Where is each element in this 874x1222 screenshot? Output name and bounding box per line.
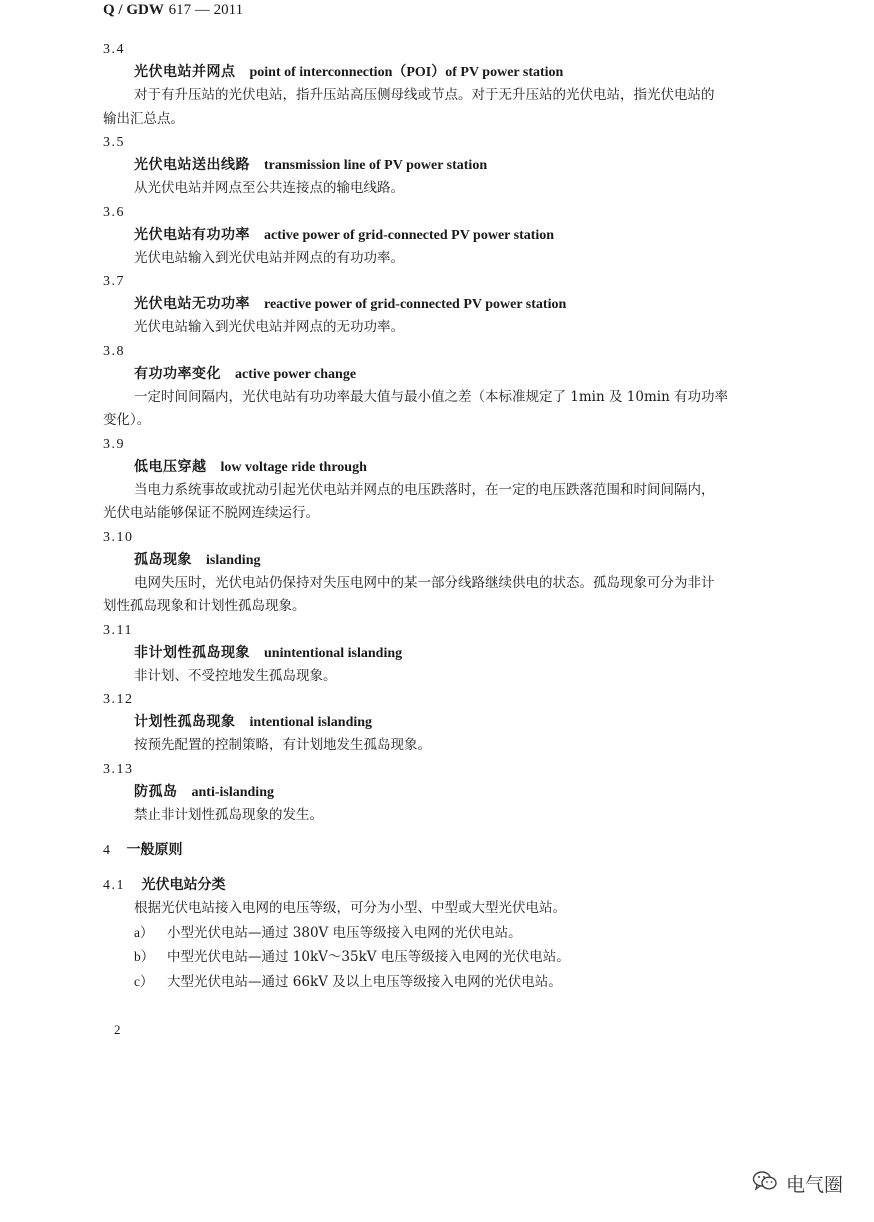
- term-definition: [103, 316, 813, 340]
- term-entry: [103, 758, 813, 828]
- list-item: [103, 921, 813, 946]
- chapter-title: 一般原则: [126, 842, 183, 858]
- term-definition: [103, 572, 813, 619]
- term-heading: [103, 363, 813, 386]
- clause-number: 3.11: [103, 622, 133, 638]
- clause-number: 3.13: [103, 761, 134, 777]
- term-heading: [103, 549, 813, 572]
- term-definition: [103, 804, 813, 828]
- term-heading: [103, 61, 813, 84]
- standard-number: 617 — 2011: [168, 2, 244, 18]
- definition-line: 从光伏电站并网点至公共连接点的输电线路。: [134, 180, 404, 196]
- term-chinese: 有功功率变化: [134, 365, 221, 382]
- term-english: reactive power of grid-connected PV power station: [264, 297, 567, 312]
- term-chinese: 光伏电站并网点: [134, 64, 236, 80]
- term-definition: [103, 247, 813, 271]
- wechat-icon: [752, 1170, 778, 1196]
- term-english: active power of grid-connected PV power station: [264, 227, 555, 243]
- term-definitions: [103, 38, 813, 827]
- list-item: [103, 970, 813, 995]
- term-heading: [103, 456, 813, 479]
- clause-number: 3.12: [103, 692, 134, 707]
- section-intro: 根据光伏电站接入电网的电压等级，可分为小型、中型或大型光伏电站。: [134, 900, 566, 916]
- list-item-text: 小型光伏电站—通过 380V 电压等级接入电网的光伏电站。: [167, 924, 522, 941]
- definition-line: 禁止非计划性孤岛现象的发生。: [134, 806, 323, 823]
- term-english: anti-islanding: [191, 784, 274, 800]
- term-chinese: 孤岛现象: [134, 551, 192, 568]
- definition-line: 光伏电站输入到光伏电站并网点的有功功率。: [134, 249, 404, 266]
- term-heading: [103, 642, 813, 665]
- section-heading: [103, 874, 813, 897]
- list-item-text: 大型光伏电站—通过 66kV 及以上电压等级接入电网的光伏电站。: [167, 973, 562, 990]
- classification-list: [103, 921, 813, 995]
- term-definition: [103, 177, 813, 201]
- term-entry: [103, 433, 813, 526]
- list-item-label: a）: [134, 924, 154, 940]
- term-entry: [103, 526, 813, 619]
- term-definition: [103, 665, 813, 689]
- term-english: active power change: [235, 366, 357, 382]
- term-chinese: 光伏电站送出线路: [134, 157, 250, 173]
- list-item-label: c）: [134, 973, 154, 989]
- term-chinese: 光伏电站无功功率: [134, 296, 250, 312]
- term-english: unintentional islanding: [264, 645, 403, 661]
- section-number: 4.1: [103, 878, 125, 893]
- chapter-number: 4: [103, 843, 110, 858]
- term-chinese: 计划性孤岛现象: [134, 714, 236, 730]
- term-heading: [103, 293, 813, 316]
- clause-number: 3.7: [103, 274, 125, 289]
- page-number: 2: [114, 1022, 121, 1037]
- term-heading: [103, 154, 813, 177]
- document-header: [103, 0, 243, 19]
- list-item-label: b）: [134, 949, 155, 964]
- term-definition: [103, 734, 813, 758]
- term-entry: [103, 38, 813, 131]
- term-definition: [103, 386, 813, 433]
- list-item-text: 中型光伏电站—通过 10kV～35kV 电压等级接入电网的光伏电站。: [167, 949, 570, 965]
- definition-line: 输出汇总点。: [103, 110, 184, 127]
- definition-line: 按预先配置的控制策略，有计划地发生孤岛现象。: [134, 737, 431, 753]
- list-item: [103, 945, 813, 970]
- term-english: islanding: [206, 552, 261, 568]
- definition-line: 变化）。: [103, 412, 151, 428]
- term-chinese: 低电压穿越: [134, 458, 207, 475]
- clause-number: 3.8: [103, 343, 125, 359]
- term-english: low voltage ride through: [220, 459, 367, 475]
- term-chinese: 非计划性孤岛现象: [134, 644, 250, 661]
- chapter-heading: [103, 839, 813, 862]
- definition-line: 非计划、不受控地发生孤岛现象。: [134, 667, 337, 684]
- definition-line: 一定时间间隔内，光伏电站有功功率最大值与最小值之差（本标准规定了 1min 及 10min 有功功率: [134, 388, 729, 405]
- term-heading: [103, 781, 813, 804]
- term-entry: [103, 340, 813, 433]
- watermark: [752, 1168, 843, 1198]
- term-chinese: 防孤岛: [134, 783, 178, 800]
- term-english: intentional islanding: [249, 715, 373, 730]
- definition-line: 划性孤岛现象和计划性孤岛现象。: [103, 598, 306, 614]
- definition-line: 电网失压时，光伏电站仍保持对失压电网中的某一部分线路继续供电的状态。孤岛现象可分为非计: [134, 574, 715, 591]
- term-english: point of interconnection（POI）of PV power station: [249, 65, 564, 80]
- clause-number: 3.5: [103, 135, 125, 150]
- definition-line: 对于有升压站的光伏电站，指升压站高压侧母线或节点。对于无升压站的光伏电站，指光伏电站的: [134, 87, 715, 103]
- clause-number: 3.9: [103, 436, 125, 452]
- term-definition: [103, 479, 813, 526]
- term-definition: [103, 84, 813, 131]
- watermark-text: 电气圈: [786, 1173, 844, 1196]
- document-body: [103, 38, 813, 994]
- term-chinese: 光伏电站有功功率: [134, 226, 250, 243]
- term-entry: [103, 270, 813, 340]
- term-entry: [103, 131, 813, 201]
- term-entry: [103, 688, 813, 758]
- term-english: transmission line of PV power station: [264, 158, 488, 173]
- term-entry: [103, 619, 813, 689]
- clause-number: 3.4: [103, 42, 125, 57]
- clause-number: 3.6: [103, 204, 125, 220]
- term-heading: [103, 711, 813, 734]
- definition-line: 光伏电站输入到光伏电站并网点的无功功率。: [134, 319, 404, 335]
- term-heading: [103, 224, 813, 247]
- clause-number: 3.10: [103, 529, 134, 545]
- standard-code: Q / GDW: [103, 2, 164, 18]
- section-title: 光伏电站分类: [141, 877, 226, 893]
- definition-line: 当电力系统事故或扰动引起光伏电站并网点的电压跌落时，在一定的电压跌落范围和时间间隔内，: [134, 481, 715, 498]
- definition-line: 光伏电站能够保证不脱网连续运行。: [103, 505, 319, 521]
- term-entry: [103, 201, 813, 271]
